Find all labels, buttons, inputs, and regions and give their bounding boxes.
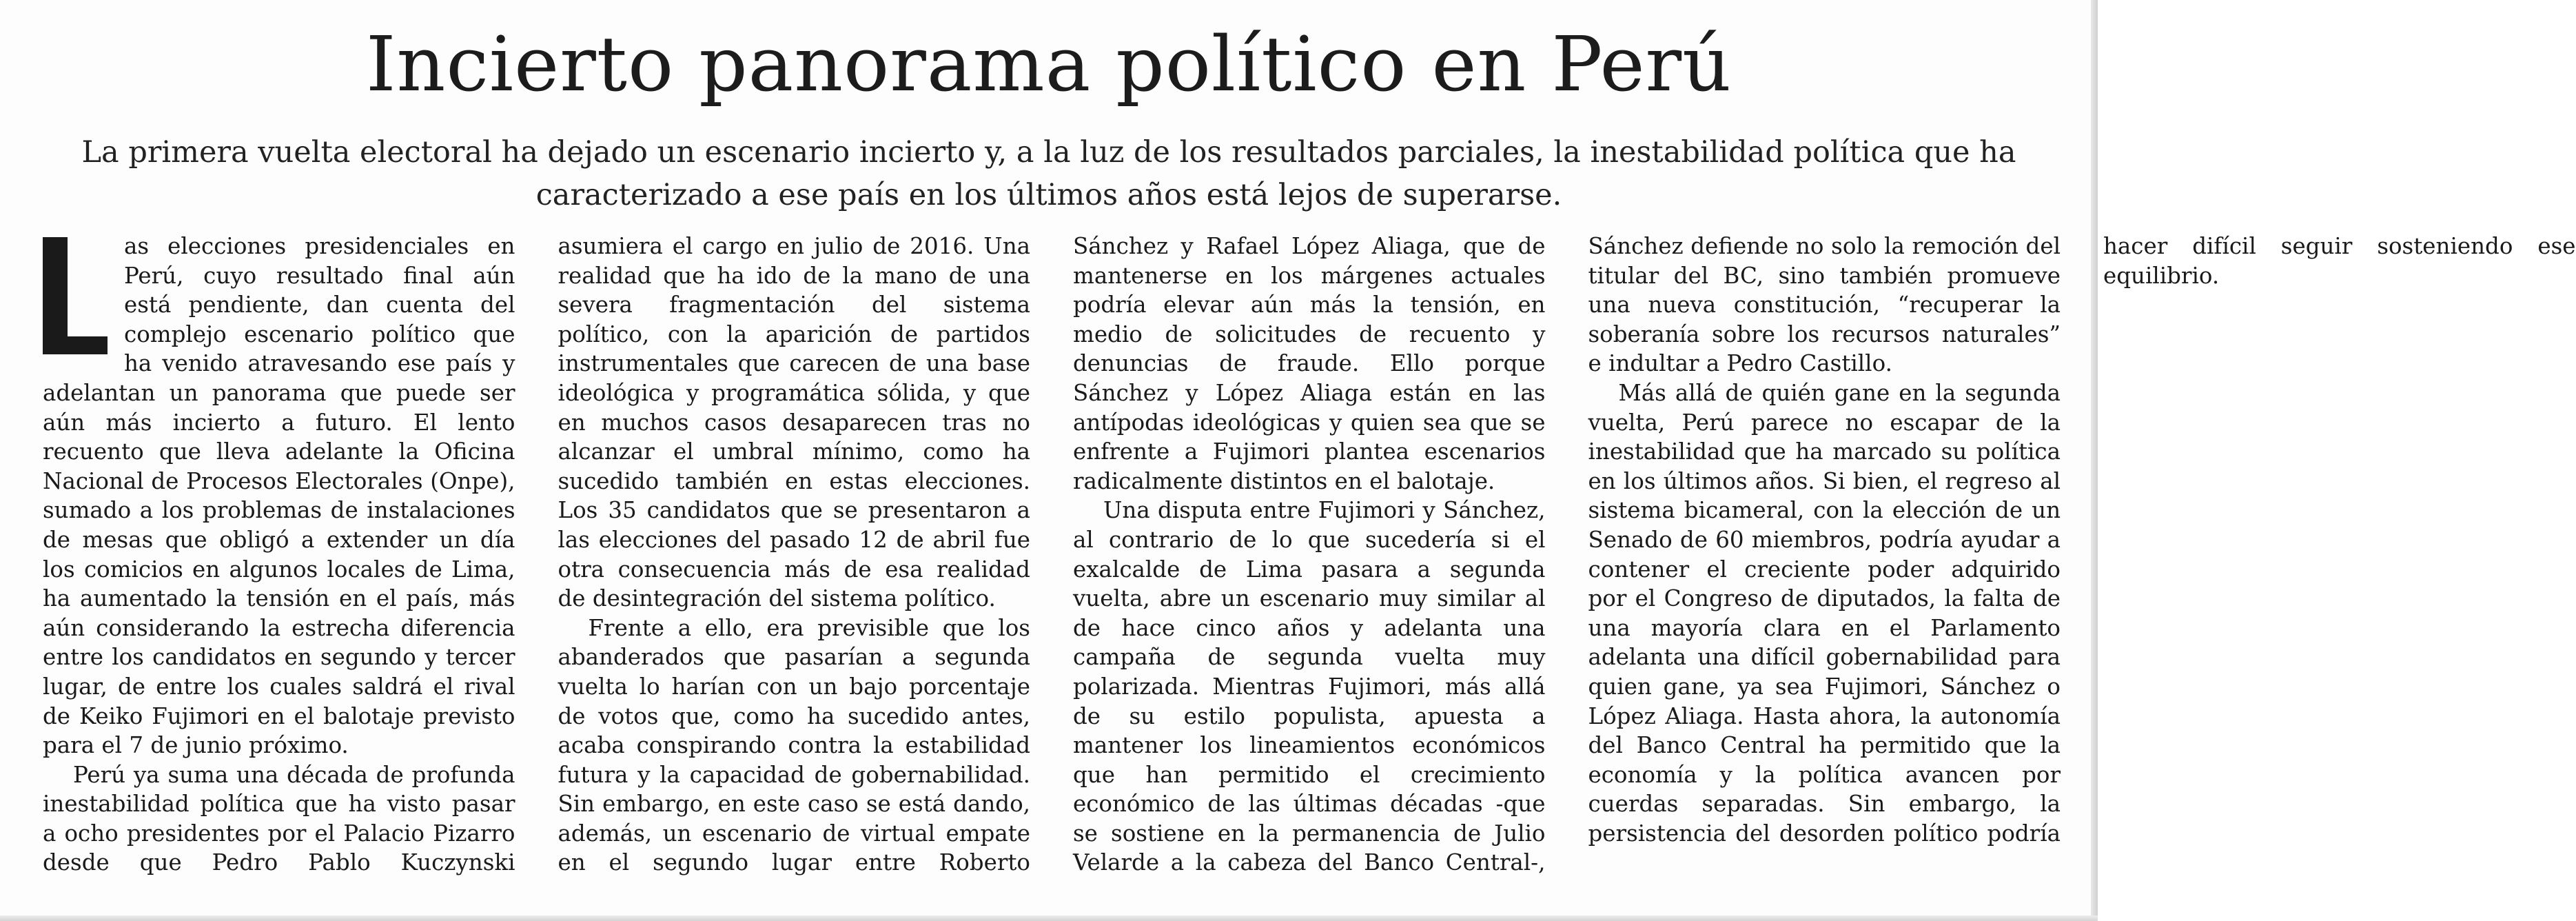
- article-body: [43, 232, 2576, 900]
- drop-cap: [43, 237, 108, 354]
- paragraph-2: Perú ya suma una década de profunda inestabilidad política que ha visto pasar a ocho presidentes por el Palacio Pizarro desde que Pedro Pablo Kuczynski asumiera el cargo en julio de 2016. Una realidad que ha ido de la mano de una severa fragmentación del sistema político, con la aparición de partidos instrumentales que carecen de una base ideológica y programática sólida, y que en muchos casos desaparecen tras no alcanzar el umbral mínimo, como ha sucedido también en estas elecciones. Los 35 candidatos que se presentaron a las elecciones del pasado 12 de abril fue otra consecuencia más de esa realidad de desintegración del sistema político.: [43, 233, 1030, 876]
- paragraph-1: [43, 232, 515, 760]
- paragraph-1-text: as elecciones presidenciales en Perú, cuyo resultado final aún está pendiente, dan cuenta del complejo escenario político que ha venido atravesando ese país y adelantan un panorama que puede ser aún más incierto a futuro. El lento recuento que lleva adelante la Oficina Nacional de Procesos Electorales (Onpe), sumado a los problemas de instalaciones de mesas que obligó a extender un día los comicios en algunos locales de Lima, ha aumentado la tensión en el país, más aún considerando la estrecha diferencia entre los candidatos en segundo y tercer lugar, de entre los cuales saldrá el rival de Keiko Fujimori en el balotaje previsto para el 7 de junio próximo.: [43, 233, 515, 759]
- paragraph-4: Una disputa entre Fujimori y Sánchez, al contrario de lo que sucedería si el exalcalde de Lima pasara a segunda vuelta, abre un escenario muy similar al de hace cinco años y adelanta una campaña de segunda vuelta muy polarizada. Mientras Fujimori, más allá de su estilo populista, apuesta a mantener los lineamientos económicos que han permitido el crecimiento económico de las últimas décadas -que se sostiene en la permanencia de Julio Velarde a la cabeza del Banco Central-, Sánchez defiende no solo la remoción del titular del BC, sino también promueve una nueva constitución, “recuperar la soberanía sobre los recursos naturales” e indultar a Pedro Castillo.: [1073, 233, 2061, 876]
- paragraph-3: Frente a ello, era previsible que los abanderados que pasarían a segunda vuelta lo harían con un bajo porcentaje de votos que, como ha sucedido antes, acaba conspirando contra la estabilidad futura y la capacidad de gobernabilidad. Sin embargo, en este caso se está dando, además, un escenario de virtual empate en el segundo lugar entre Roberto Sánchez y Rafael López Aliaga, que de mantenerse en los márgenes actuales podría elevar aún más la tensión, en medio de solicitudes de recuento y denuncias de fraude. Ello porque Sánchez y López Aliaga están en las antípodas ideológicas y quien sea que se enfrente a Fujimori plantea escenarios radicalmente distintos en el balotaje.: [558, 233, 1546, 876]
- page-edge-bottom: [0, 915, 2098, 921]
- headline: Incierto panorama político en Perú: [366, 20, 1732, 108]
- deck-subheadline: La primera vuelta electoral ha dejado un escenario incierto y, a la luz de los resultados parciales, la inestabilidad política que ha caracterizado a ese país en los últimos años está lejos de superarse.: [81, 135, 2016, 212]
- paragraph-5: Más allá de quién gane en la segunda vuelta, Perú parece no escapar de la inestabilidad que ha marcado su política en los últimos años. Si bien, el regreso al sistema bicameral, con la elección de un Senado de 60 miembros, podría ayudar a contener el creciente poder adquirido por el Congreso de diputados, la falta de una mayoría clara en el Parlamento adelanta una difícil gobernabilidad para quien gane, ya sea Fujimori, Sánchez o López Aliaga. Hasta ahora, la autonomía del Banco Central ha permitido que la economía y la política avancen por cuerdas separadas. Sin embargo, la persistencia del desorden político podría hacer difícil seguir sosteniendo ese equilibrio.: [1588, 233, 2576, 847]
- page-edge-right: [2091, 0, 2098, 921]
